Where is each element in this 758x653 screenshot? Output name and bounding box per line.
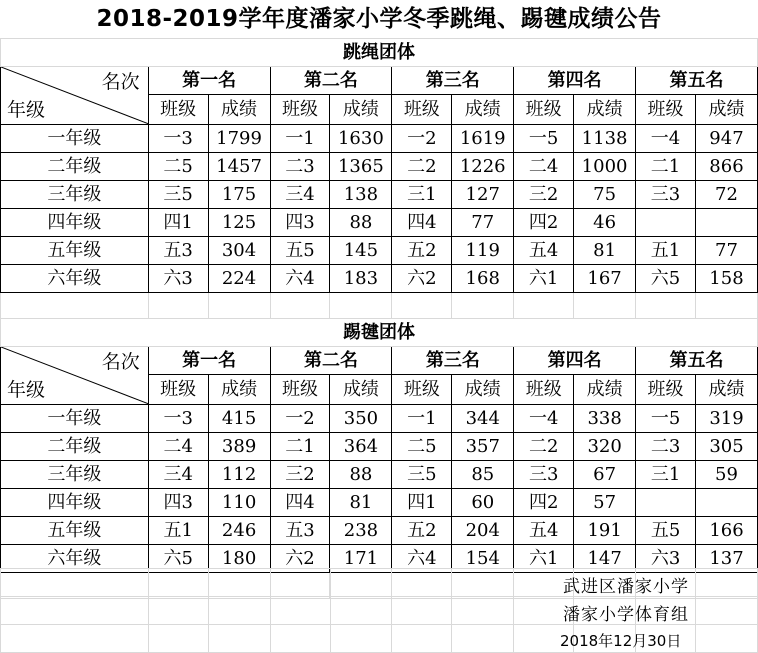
empty-cell: [148, 625, 208, 653]
class-cell: 五4: [514, 237, 574, 265]
class-cell: 四3: [148, 489, 208, 517]
empty-cell: [148, 569, 208, 597]
score-subheader: 成绩: [330, 95, 392, 125]
empty-cell: [208, 293, 270, 319]
class-cell: 三4: [270, 181, 330, 209]
score-cell: 77: [695, 237, 757, 265]
score-cell: 158: [695, 265, 757, 293]
empty-cell: [392, 569, 452, 597]
empty-cell: [208, 625, 270, 653]
score-cell: 119: [452, 237, 514, 265]
section-title: 踢毽团体: [343, 321, 415, 343]
empty-cell: [330, 597, 392, 625]
class-cell: [636, 209, 696, 237]
class-cell: 四4: [392, 209, 452, 237]
class-cell: 三5: [392, 461, 452, 489]
score-cell: 415: [208, 405, 270, 433]
score-cell: 145: [330, 237, 392, 265]
class-cell: 四4: [270, 489, 330, 517]
results-table-0: [0, 38, 758, 319]
score-cell: 1000: [574, 153, 636, 181]
score-subheader: 成绩: [452, 95, 514, 125]
empty-cell: [695, 625, 757, 653]
empty-cell: [452, 625, 514, 653]
class-cell: 六2: [270, 545, 330, 573]
class-cell: 五5: [636, 517, 696, 545]
class-subheader: 班级: [392, 375, 452, 405]
class-cell: 三1: [392, 181, 452, 209]
grade-cell: 一年级: [1, 125, 149, 153]
score-cell: 88: [330, 209, 392, 237]
empty-cell: [148, 293, 208, 319]
class-cell: 二2: [392, 153, 452, 181]
empty-cell: [270, 293, 330, 319]
score-cell: 1630: [330, 125, 392, 153]
score-cell: 60: [452, 489, 514, 517]
corner-header: [1, 347, 149, 405]
class-cell: 二1: [270, 433, 330, 461]
table-row: [1, 153, 758, 181]
class-cell: 三2: [270, 461, 330, 489]
score-cell: 59: [696, 461, 758, 489]
grade-cell: 四年级: [1, 489, 149, 517]
score-cell: 389: [208, 433, 270, 461]
score-cell: 1365: [330, 153, 392, 181]
grade-cell: 三年级: [1, 181, 149, 209]
score-cell: 112: [208, 461, 270, 489]
class-cell: 三2: [514, 181, 574, 209]
class-cell: 六4: [392, 545, 452, 573]
score-cell: 88: [330, 461, 392, 489]
corner-rank-label: 名次: [101, 351, 140, 373]
score-cell: 154: [452, 545, 514, 573]
empty-cell: [514, 293, 574, 319]
class-cell: 五5: [270, 237, 330, 265]
class-subheader: 班级: [270, 95, 330, 125]
score-cell: 1619: [452, 125, 514, 153]
score-cell: 110: [208, 489, 270, 517]
class-cell: 一5: [514, 125, 574, 153]
grade-cell: 四年级: [1, 209, 149, 237]
empty-cell: [695, 569, 757, 597]
score-cell: 305: [696, 433, 758, 461]
rank-header: 第三名: [392, 67, 514, 95]
score-cell: 72: [695, 181, 757, 209]
score-cell: 947: [695, 125, 757, 153]
class-cell: 四3: [270, 209, 330, 237]
score-subheader: 成绩: [330, 375, 392, 405]
class-cell: 二4: [514, 153, 574, 181]
class-cell: 六3: [148, 265, 208, 293]
score-cell: 1226: [452, 153, 514, 181]
score-cell: 350: [330, 405, 392, 433]
class-subheader: 班级: [514, 95, 574, 125]
score-cell: 319: [696, 405, 758, 433]
score-cell: 338: [574, 405, 636, 433]
score-cell: 75: [574, 181, 636, 209]
score-cell: 57: [574, 489, 636, 517]
class-subheader: 班级: [392, 95, 452, 125]
score-cell: 77: [452, 209, 514, 237]
empty-cell: [1, 625, 149, 653]
score-cell: 137: [696, 545, 758, 573]
class-cell: 六1: [514, 265, 574, 293]
score-subheader: 成绩: [695, 95, 757, 125]
class-subheader: 班级: [636, 375, 696, 405]
grade-cell: 二年级: [1, 153, 149, 181]
class-cell: 四2: [514, 489, 574, 517]
score-cell: 147: [574, 545, 636, 573]
class-cell: 六5: [636, 265, 696, 293]
table-row: [1, 265, 758, 293]
empty-cell: [452, 293, 514, 319]
score-cell: 238: [330, 517, 392, 545]
results-table-1: [0, 318, 758, 599]
class-cell: 二5: [392, 433, 452, 461]
score-cell: 85: [452, 461, 514, 489]
rank-header: 第一名: [148, 347, 270, 375]
score-cell: [696, 489, 758, 517]
score-cell: 167: [574, 265, 636, 293]
class-cell: 五3: [270, 517, 330, 545]
class-cell: 四1: [148, 209, 208, 237]
score-cell: 67: [574, 461, 636, 489]
score-cell: 1799: [208, 125, 270, 153]
score-cell: 344: [452, 405, 514, 433]
score-cell: 168: [452, 265, 514, 293]
class-cell: 一1: [270, 125, 330, 153]
empty-cell: [270, 569, 330, 597]
class-subheader: 班级: [514, 375, 574, 405]
class-cell: 三5: [148, 181, 208, 209]
class-cell: [636, 489, 696, 517]
empty-cell: [330, 569, 392, 597]
corner-rank-label: 名次: [101, 71, 140, 93]
grade-cell: 三年级: [1, 461, 149, 489]
score-cell: 1457: [208, 153, 270, 181]
score-cell: 866: [695, 153, 757, 181]
page-title: 2018-2019学年度潘家小学冬季跳绳、踢毽成绩公告: [96, 6, 662, 32]
class-cell: 一2: [392, 125, 452, 153]
empty-cell: [392, 293, 452, 319]
grade-cell: 六年级: [1, 265, 149, 293]
table-row: [1, 461, 758, 489]
score-subheader: 成绩: [574, 95, 636, 125]
empty-cell: [270, 597, 330, 625]
score-cell: 171: [330, 545, 392, 573]
table-row: [1, 489, 758, 517]
score-cell: 1138: [574, 125, 636, 153]
score-subheader: 成绩: [452, 375, 514, 405]
score-subheader: 成绩: [696, 375, 758, 405]
class-cell: 二4: [148, 433, 208, 461]
corner-grade-label: 年级: [7, 99, 46, 121]
score-cell: 138: [330, 181, 392, 209]
empty-cell: [695, 597, 757, 625]
rank-header: 第三名: [392, 347, 514, 375]
table-row: [1, 433, 758, 461]
class-cell: 一3: [148, 405, 208, 433]
score-cell: 127: [452, 181, 514, 209]
score-cell: [695, 209, 757, 237]
section-title: 跳绳团体: [343, 41, 415, 63]
class-cell: 五1: [636, 237, 696, 265]
score-cell: 81: [330, 489, 392, 517]
class-cell: 一3: [148, 125, 208, 153]
class-cell: 一2: [270, 405, 330, 433]
corner-grade-label: 年级: [7, 379, 46, 401]
score-cell: 204: [452, 517, 514, 545]
score-cell: 125: [208, 209, 270, 237]
class-cell: 二5: [148, 153, 208, 181]
grade-cell: 五年级: [1, 237, 149, 265]
class-subheader: 班级: [148, 375, 208, 405]
class-cell: 一4: [636, 125, 696, 153]
class-cell: 二2: [514, 433, 574, 461]
empty-cell: [208, 597, 270, 625]
score-cell: 166: [696, 517, 758, 545]
empty-cell: [695, 293, 757, 319]
class-cell: 三3: [514, 461, 574, 489]
table-row: [1, 517, 758, 545]
corner-header: [1, 67, 149, 125]
footer-group: 潘家小学体育组: [563, 605, 689, 625]
class-cell: 三1: [636, 461, 696, 489]
class-cell: 一1: [392, 405, 452, 433]
empty-cell: [1, 597, 149, 625]
class-cell: 一5: [636, 405, 696, 433]
class-cell: 二3: [636, 433, 696, 461]
class-cell: 五3: [148, 237, 208, 265]
score-cell: 46: [574, 209, 636, 237]
grade-cell: 五年级: [1, 517, 149, 545]
score-cell: 224: [208, 265, 270, 293]
rank-header: 第五名: [636, 67, 758, 95]
rank-header: 第四名: [514, 67, 636, 95]
empty-cell: [392, 625, 452, 653]
score-cell: 191: [574, 517, 636, 545]
table-row: [1, 209, 758, 237]
rank-header: 第二名: [270, 67, 392, 95]
class-cell: 三3: [636, 181, 696, 209]
footer-school: 武进区潘家小学: [563, 577, 689, 597]
table-row: [1, 181, 758, 209]
table-row: [1, 405, 758, 433]
class-cell: 六2: [392, 265, 452, 293]
class-cell: 二3: [270, 153, 330, 181]
rank-header: 第五名: [636, 347, 758, 375]
class-cell: 五1: [148, 517, 208, 545]
class-cell: 一4: [514, 405, 574, 433]
class-subheader: 班级: [148, 95, 208, 125]
score-cell: 364: [330, 433, 392, 461]
empty-cell: [148, 597, 208, 625]
grade-cell: 一年级: [1, 405, 149, 433]
footer-area: [0, 568, 758, 652]
score-subheader: 成绩: [574, 375, 636, 405]
rank-header: 第二名: [270, 347, 392, 375]
class-cell: 六4: [270, 265, 330, 293]
class-cell: 五2: [392, 237, 452, 265]
empty-cell: [574, 293, 636, 319]
class-subheader: 班级: [270, 375, 330, 405]
table-row: [1, 237, 758, 265]
class-cell: 六3: [636, 545, 696, 573]
grade-cell: 六年级: [1, 545, 149, 573]
empty-cell: [270, 625, 330, 653]
empty-cell: [392, 597, 452, 625]
rank-header: 第一名: [148, 67, 270, 95]
score-subheader: 成绩: [208, 95, 270, 125]
grade-cell: 二年级: [1, 433, 149, 461]
score-cell: 180: [208, 545, 270, 573]
score-cell: 320: [574, 433, 636, 461]
class-cell: 二1: [636, 153, 696, 181]
empty-cell: [330, 293, 392, 319]
empty-cell: [452, 569, 514, 597]
empty-cell: [636, 293, 696, 319]
class-cell: 五2: [392, 517, 452, 545]
class-cell: 四1: [392, 489, 452, 517]
class-subheader: 班级: [636, 95, 696, 125]
empty-cell: [1, 293, 149, 319]
score-cell: 246: [208, 517, 270, 545]
empty-cell: [330, 625, 392, 653]
score-cell: 357: [452, 433, 514, 461]
class-cell: 四2: [514, 209, 574, 237]
score-cell: 304: [208, 237, 270, 265]
empty-cell: [452, 597, 514, 625]
class-cell: 三4: [148, 461, 208, 489]
score-cell: 175: [208, 181, 270, 209]
class-cell: 六1: [514, 545, 574, 573]
table-row: [1, 125, 758, 153]
class-cell: 六5: [148, 545, 208, 573]
class-cell: 五4: [514, 517, 574, 545]
footer-date: 2018年12月30日: [560, 632, 682, 650]
empty-cell: [1, 569, 149, 597]
empty-cell: [208, 569, 270, 597]
score-cell: 81: [574, 237, 636, 265]
score-subheader: 成绩: [208, 375, 270, 405]
rank-header: 第四名: [514, 347, 636, 375]
score-cell: 183: [330, 265, 392, 293]
